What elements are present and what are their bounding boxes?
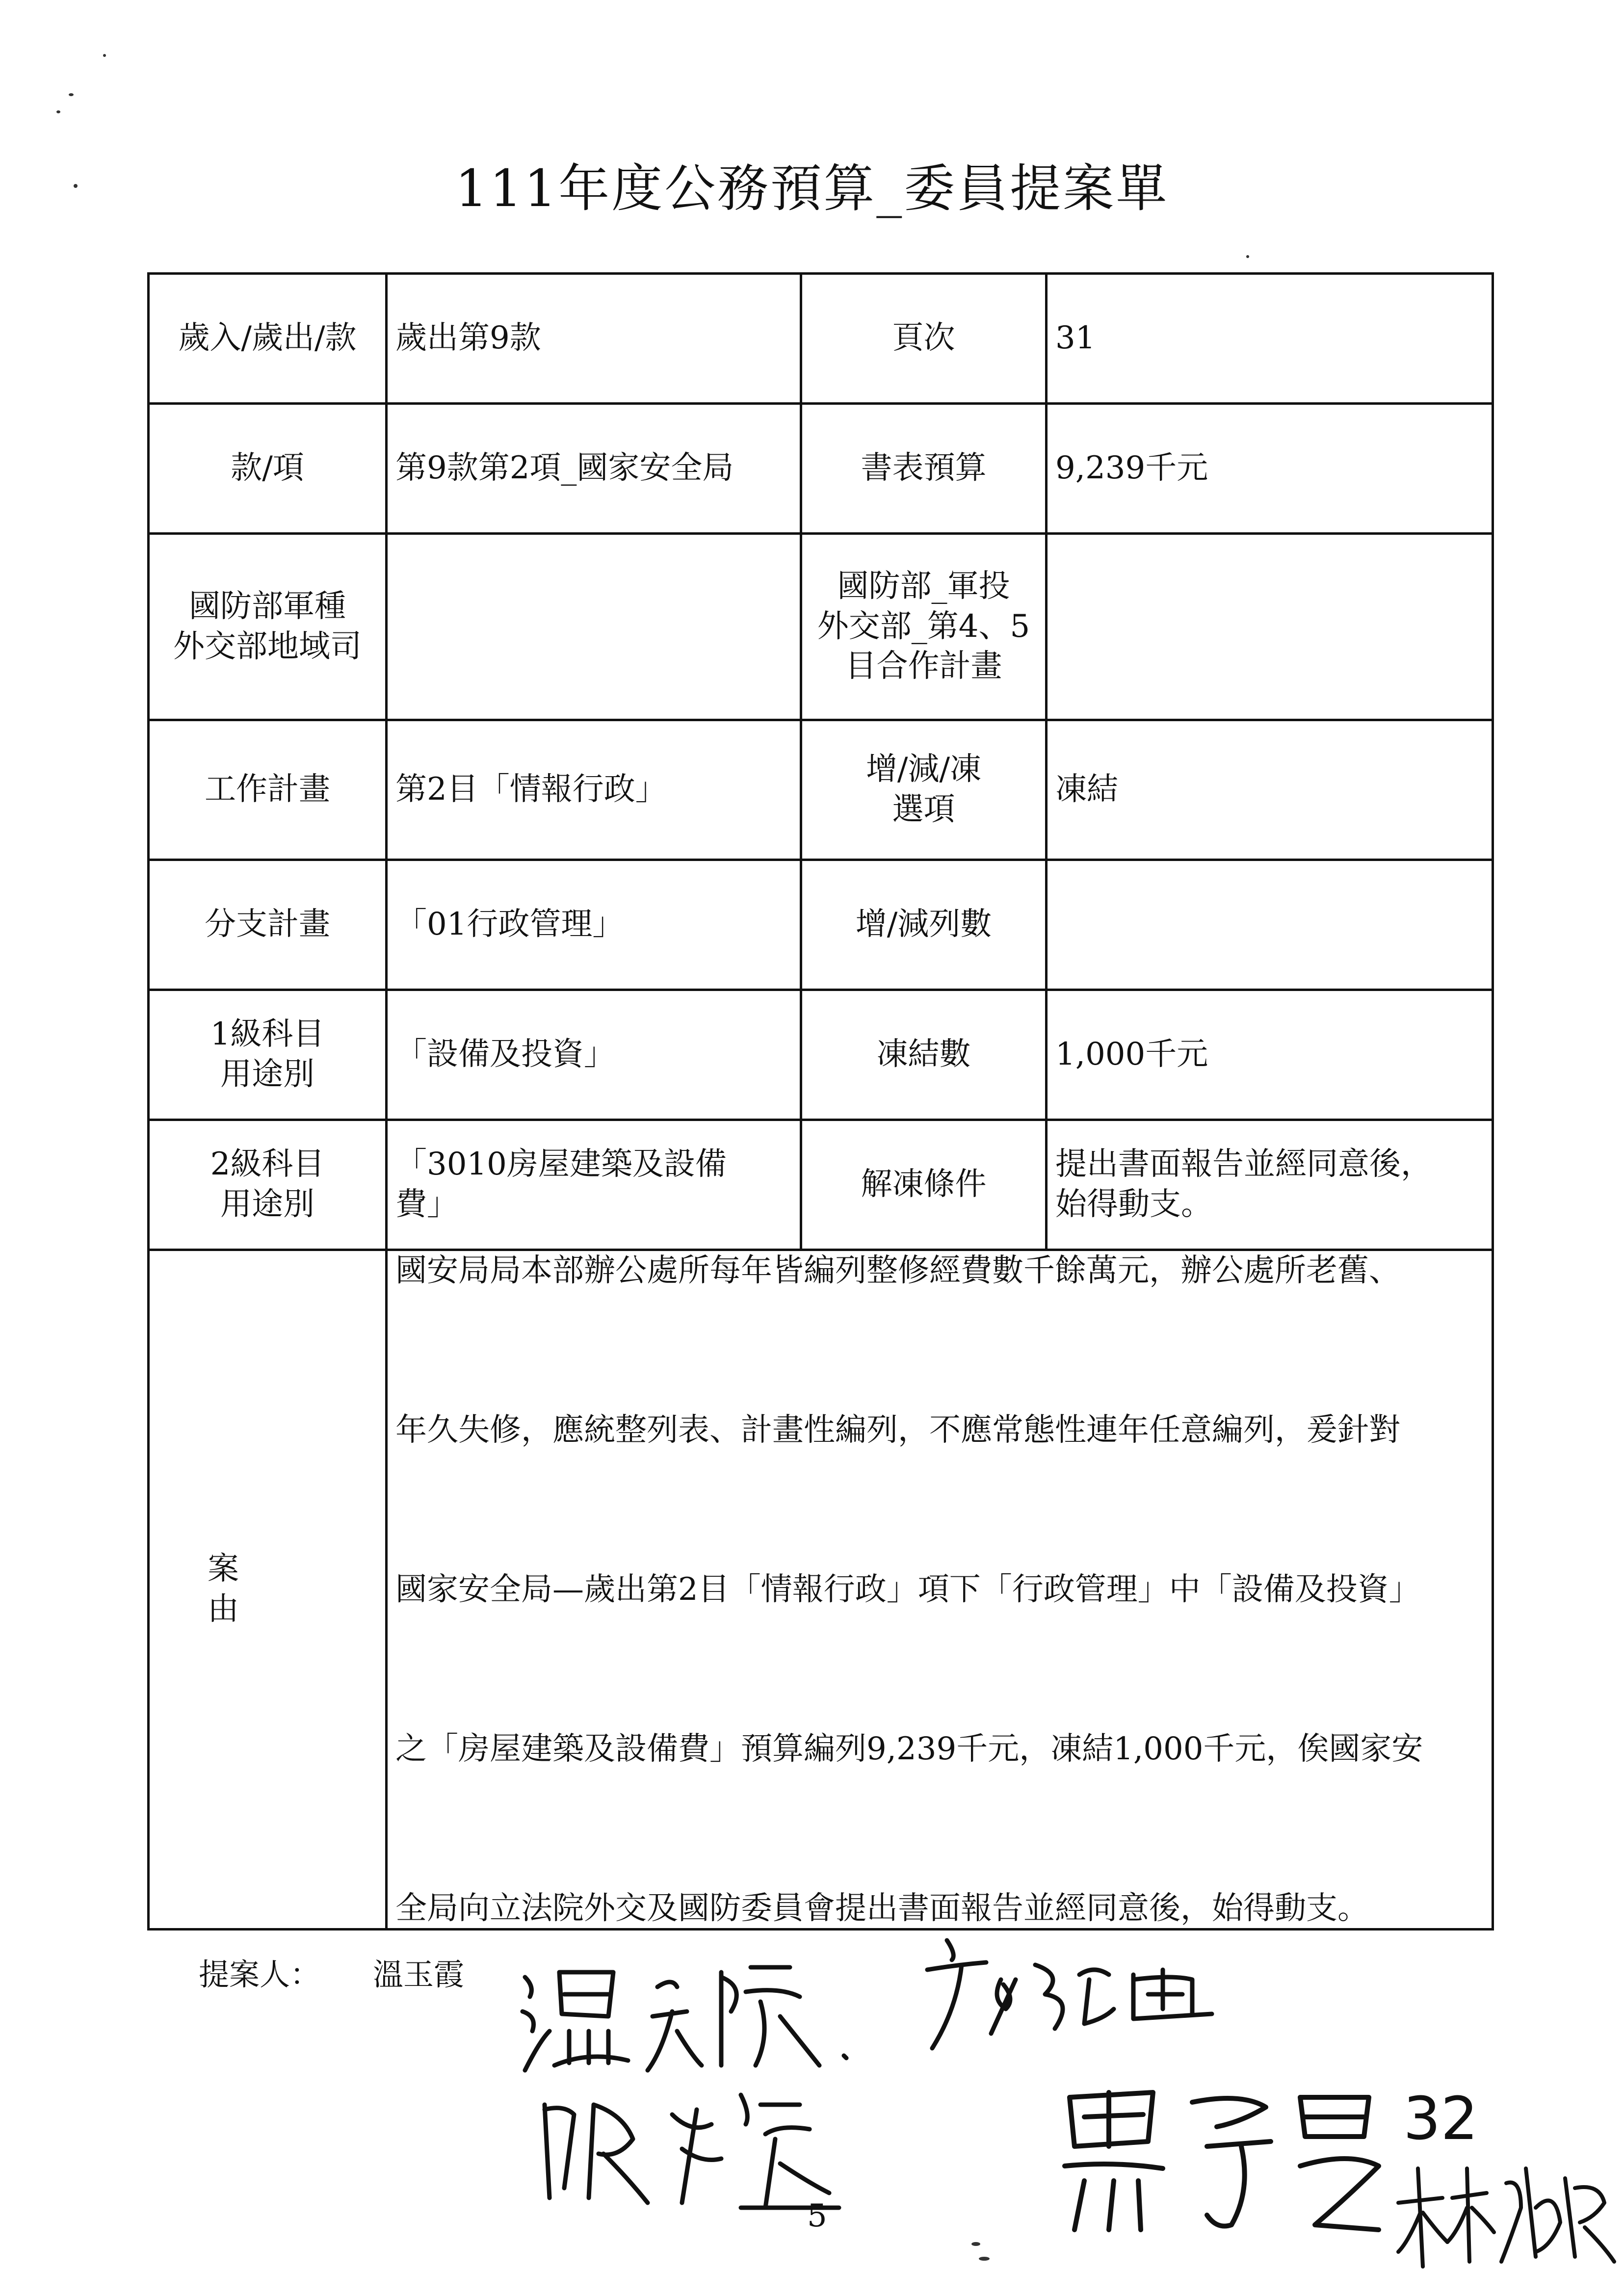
table-row bbox=[149, 1120, 1493, 1250]
proposal-form-table bbox=[147, 272, 1494, 1931]
reason-line: 之「房屋建築及設備費」預算編列9,239千元，凍結1,000千元，俟國家安 bbox=[395, 1730, 1423, 1767]
field-value: 31 bbox=[1047, 274, 1493, 404]
field-label: 國防部_軍投 外交部_第4、5 目合作計畫 bbox=[801, 534, 1047, 720]
proposer-label: 提案人： bbox=[199, 1957, 321, 1992]
signature-3 bbox=[535, 2075, 849, 2222]
scan-speck bbox=[971, 2242, 980, 2246]
field-value bbox=[1047, 534, 1493, 720]
scan-speck bbox=[56, 110, 60, 113]
field-label: 增/減/凍 選項 bbox=[801, 720, 1047, 860]
field-label: 1級科目 用途別 bbox=[149, 990, 387, 1120]
field-value: 1,000千元 bbox=[1047, 990, 1493, 1120]
field-label: 分支計畫 bbox=[149, 860, 387, 990]
field-value: 凍結 bbox=[1047, 720, 1493, 860]
table-row bbox=[149, 404, 1493, 534]
field-label: 款/項 bbox=[149, 404, 387, 534]
field-value: 第9款第2項_國家安全局 bbox=[387, 404, 801, 534]
proposer-name: 溫玉霞 bbox=[373, 1957, 465, 1992]
table-row bbox=[149, 274, 1493, 404]
field-label: 書表預算 bbox=[801, 404, 1047, 534]
page-number: 5 bbox=[807, 2198, 827, 2234]
field-label: 國防部軍種 外交部地域司 bbox=[149, 534, 387, 720]
reason-line: 國家安全局—歲出第2目「情報行政」項下「行政管理」中「設備及投資」 bbox=[395, 1571, 1420, 1608]
reason-label-text: 案由 bbox=[208, 1551, 327, 1627]
signature-1 bbox=[515, 1957, 868, 2085]
scan-speck bbox=[1246, 255, 1249, 258]
field-value: 9,239千元 bbox=[1047, 404, 1493, 534]
table-row bbox=[149, 860, 1493, 990]
handwritten-stamp-number: 32 bbox=[1403, 2085, 1478, 2153]
reason-line: 國安局局本部辦公處所每年皆編列整修經費數千餘萬元，辦公處所老舊、 bbox=[395, 1252, 1400, 1289]
field-value bbox=[387, 534, 801, 720]
field-value: 「3010房屋建築及設備 費」 bbox=[387, 1120, 801, 1250]
field-label: 增/減列數 bbox=[801, 860, 1047, 990]
field-value: 第2目「情報行政」 bbox=[387, 720, 801, 860]
field-label: 歲入/歲出/款 bbox=[149, 274, 387, 404]
reason-content bbox=[387, 1250, 1493, 1930]
field-value: 歲出第9款 bbox=[387, 274, 801, 404]
reason-label bbox=[149, 1250, 387, 1930]
field-value: 「設備及投資」 bbox=[387, 990, 801, 1120]
table-row bbox=[149, 990, 1493, 1120]
scan-speck bbox=[69, 93, 74, 96]
table-row bbox=[149, 720, 1493, 860]
field-label: 工作計畫 bbox=[149, 720, 387, 860]
scan-speck bbox=[74, 184, 78, 188]
field-value bbox=[1047, 860, 1493, 990]
document-title: 111年度公務預算_委員提案單 bbox=[455, 158, 1169, 218]
field-label: 凍結數 bbox=[801, 990, 1047, 1120]
table-row bbox=[149, 534, 1493, 720]
reason-line: 全局向立法院外交及國防委員會提出書面報告並經同意後，始得動支。 bbox=[395, 1890, 1369, 1927]
field-label: 2級科目 用途別 bbox=[149, 1120, 387, 1250]
scan-speck bbox=[103, 54, 106, 57]
scan-speck bbox=[979, 2257, 990, 2261]
signature-4 bbox=[1055, 2083, 1388, 2244]
field-label: 解凍條件 bbox=[801, 1120, 1047, 1250]
table-row bbox=[149, 1250, 1493, 1930]
field-value: 「01行政管理」 bbox=[387, 860, 801, 990]
signature-5 bbox=[1388, 2149, 1619, 2276]
signature-2 bbox=[917, 1935, 1231, 2063]
field-label: 頁次 bbox=[801, 274, 1047, 404]
field-value: 提出書面報告並經同意後， 始得動支。 bbox=[1047, 1120, 1493, 1250]
reason-line: 年久失修，應統整列表、計畫性編列，不應常態性連年任意編列，爰針對 bbox=[395, 1411, 1400, 1448]
